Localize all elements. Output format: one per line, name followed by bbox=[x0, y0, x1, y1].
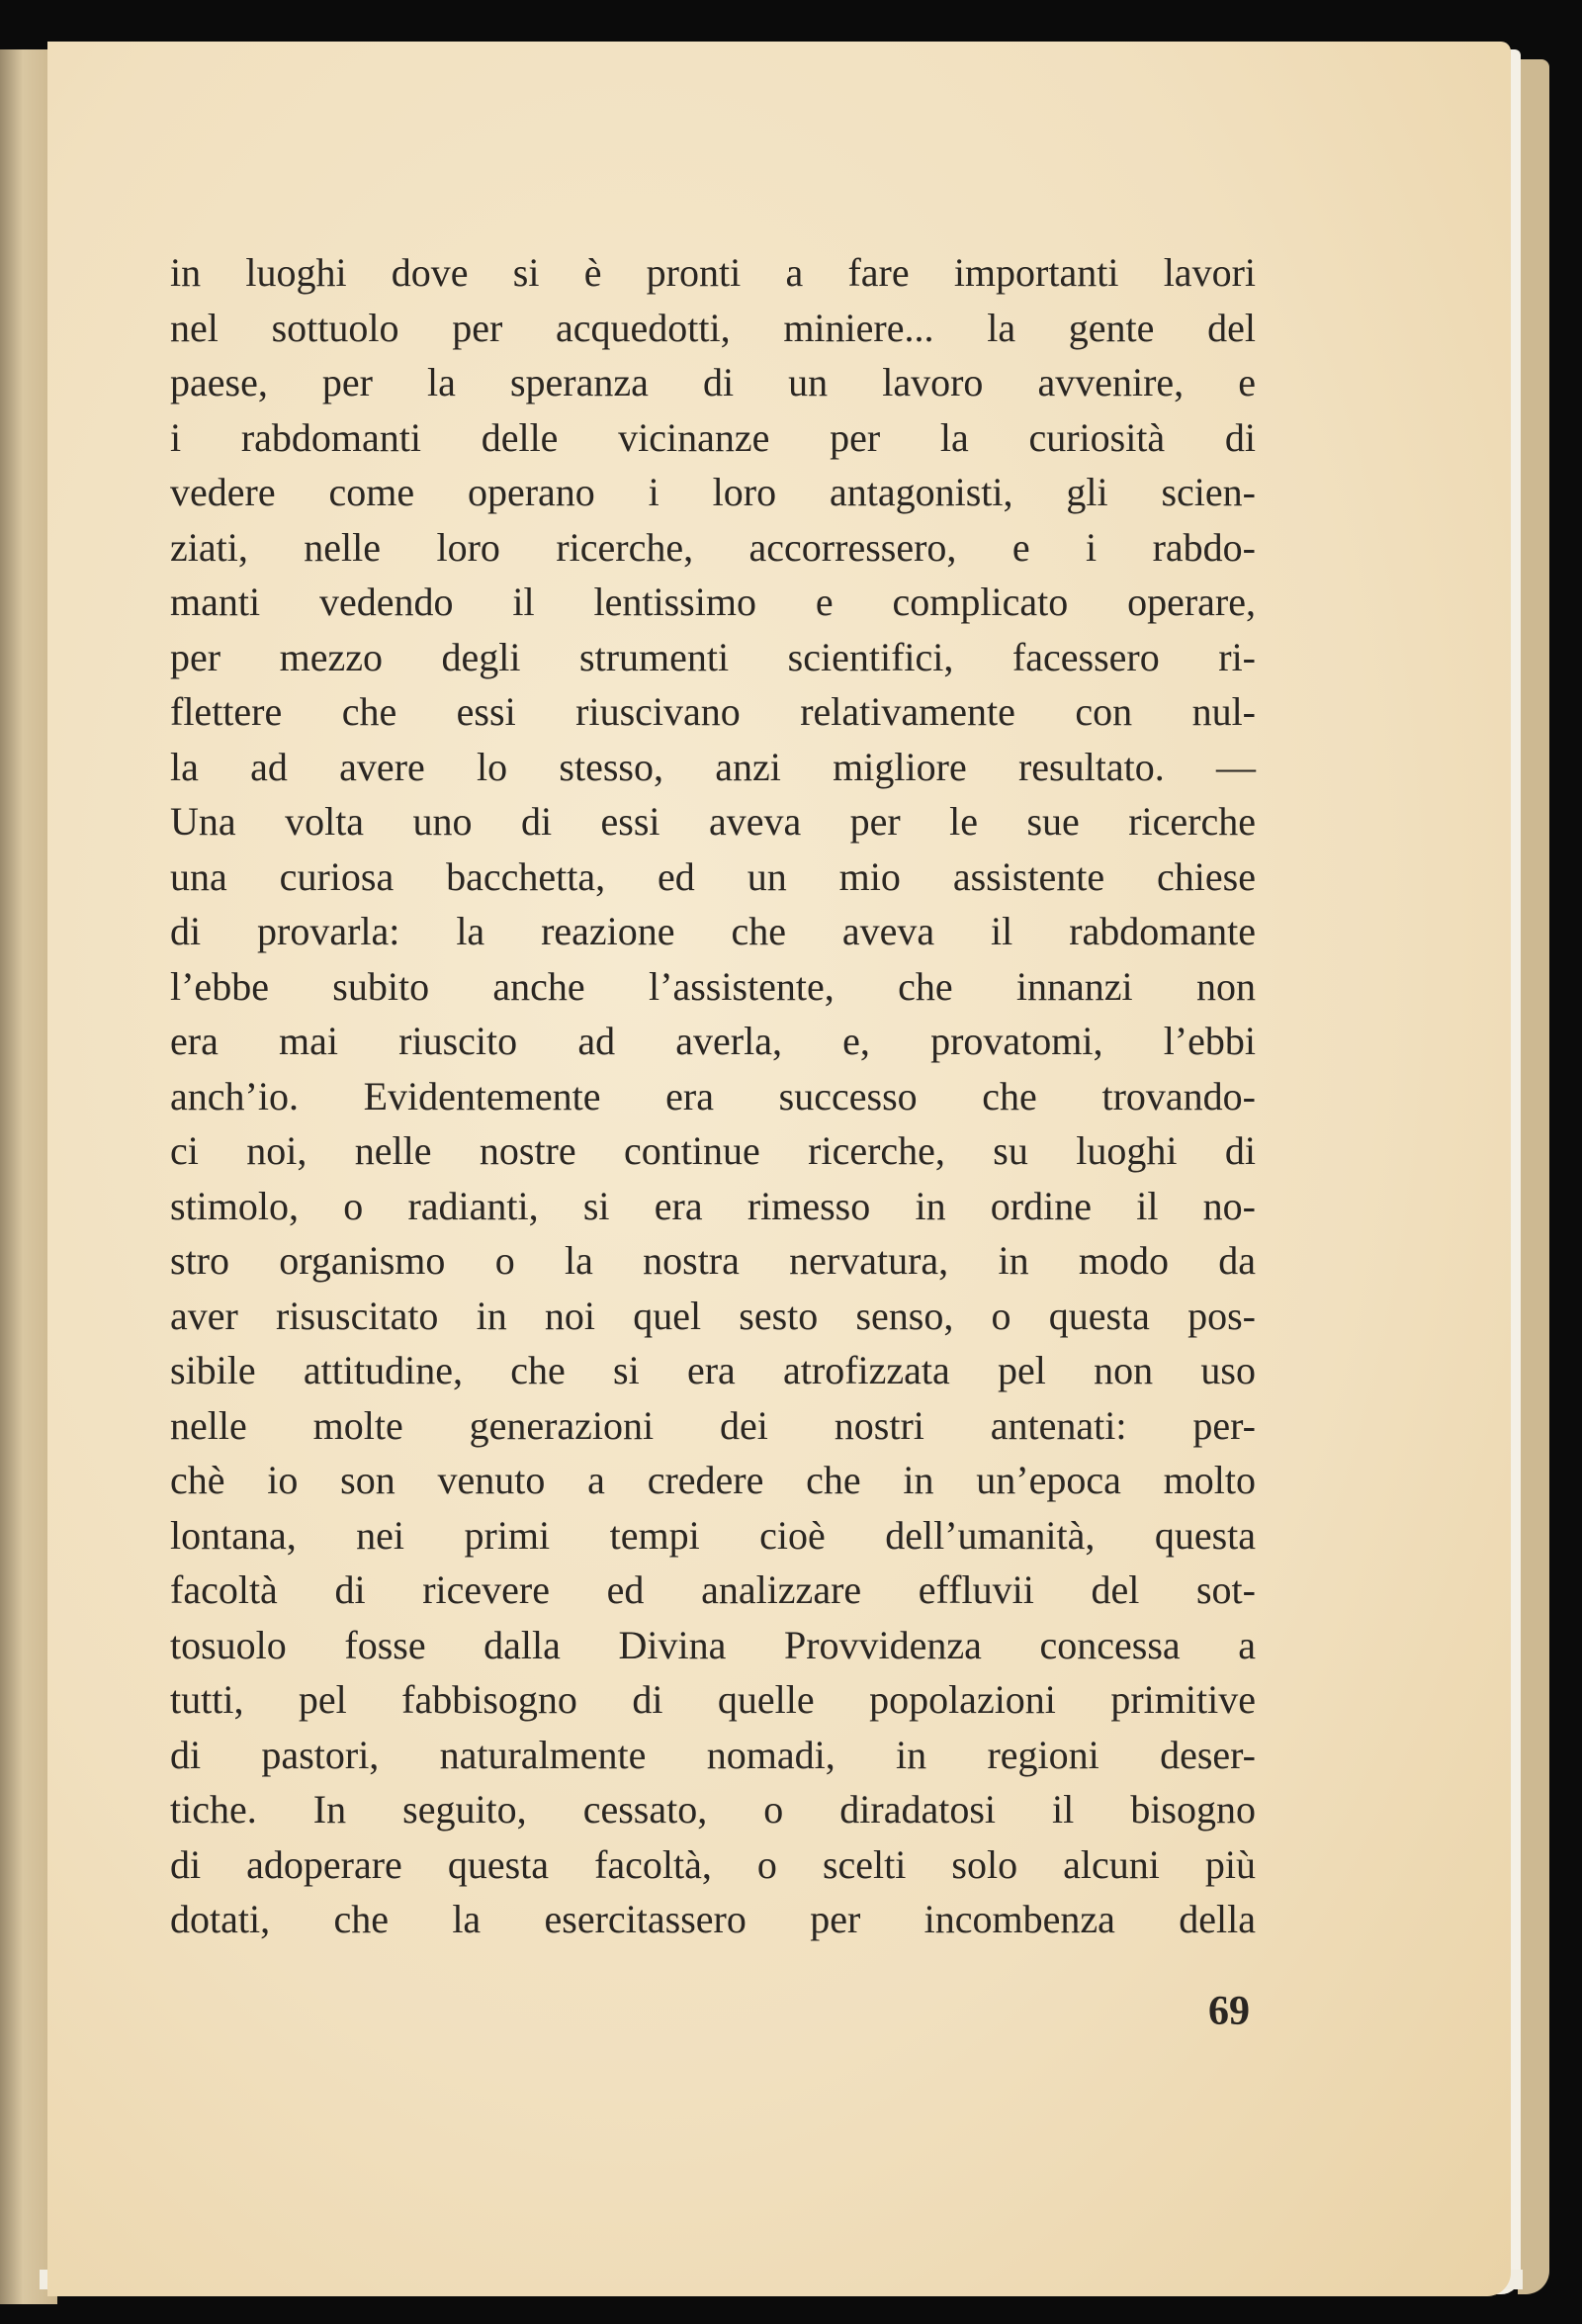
text-line-content: paese, per la speranza di un lavoro avvenire, e bbox=[170, 360, 1256, 404]
text-line bbox=[170, 465, 1256, 520]
text-line-content: stimolo, o radianti, si era rimesso in ordine il no- bbox=[170, 1183, 1256, 1228]
page-number: 69 bbox=[1208, 1989, 1250, 2034]
text-line-content: facoltà di ricevere ed analizzare effluvii del sot- bbox=[170, 1567, 1256, 1612]
body-text bbox=[170, 245, 1256, 1947]
text-line-content: di provarla: la reazione che aveva il rabdomante bbox=[170, 909, 1256, 953]
text-line-content: Una volta uno di essi aveva per le sue ricerche bbox=[170, 799, 1256, 844]
text-line bbox=[170, 794, 1256, 849]
text-line-content: vedere come operano i loro antagonisti, gli scien- bbox=[170, 470, 1256, 514]
text-line bbox=[170, 1728, 1256, 1783]
text-line-content: tosuolo fosse dalla Divina Provvidenza concessa a bbox=[170, 1622, 1256, 1667]
text-line bbox=[170, 1233, 1256, 1289]
text-line bbox=[170, 410, 1256, 466]
text-line-content: di adoperare questa facoltà, o scelti solo alcuni più bbox=[170, 1841, 1256, 1887]
text-line bbox=[170, 301, 1256, 356]
text-line bbox=[170, 1123, 1256, 1179]
text-line bbox=[170, 1618, 1256, 1673]
text-line-content: nel sottuolo per acquedotti, miniere... la gente del bbox=[170, 305, 1256, 350]
text-line bbox=[170, 684, 1256, 740]
text-line-content: aver risuscitato in noi quel sesto senso, o questa pos- bbox=[170, 1293, 1256, 1338]
text-line bbox=[170, 630, 1256, 685]
text-line bbox=[170, 904, 1256, 959]
text-line-content: chè io son venuto a credere che in un’epoca molto bbox=[170, 1458, 1256, 1502]
text-line-content: la ad avere lo stesso, anzi migliore resultato. — bbox=[170, 744, 1256, 789]
text-line bbox=[170, 849, 1256, 905]
text-line bbox=[170, 1782, 1256, 1837]
text-line bbox=[170, 1453, 1256, 1508]
text-line bbox=[170, 959, 1256, 1015]
text-line bbox=[170, 1508, 1256, 1564]
text-line-content: flettere che essi riuscivano relativamente con nul- bbox=[170, 689, 1256, 734]
text-line bbox=[170, 740, 1256, 795]
text-line bbox=[170, 1014, 1256, 1069]
text-line bbox=[170, 1289, 1256, 1344]
text-line bbox=[170, 245, 1256, 301]
text-line bbox=[170, 1343, 1256, 1398]
text-line-content: i rabdomanti delle vicinanze per la curiosità di bbox=[170, 414, 1256, 460]
text-line bbox=[170, 520, 1256, 576]
text-line-content: sibile attitudine, che si era atrofizzata pel non uso bbox=[170, 1348, 1256, 1392]
text-line bbox=[170, 1672, 1256, 1728]
text-line bbox=[170, 1563, 1256, 1618]
text-line bbox=[170, 575, 1256, 630]
text-line-content: nelle molte generazioni dei nostri antenati: per- bbox=[170, 1402, 1256, 1448]
text-line-content: ci noi, nelle nostre continue ricerche, su luoghi di bbox=[170, 1128, 1256, 1173]
text-line-content: stro organismo o la nostra nervatura, in modo da bbox=[170, 1238, 1256, 1283]
text-line bbox=[170, 1398, 1256, 1454]
text-line-content: l’ebbe subito anche l’assistente, che innanzi non bbox=[170, 963, 1256, 1009]
text-line-content: ziati, nelle loro ricerche, accorressero, e i rabdo- bbox=[170, 524, 1256, 570]
book-cover-edge bbox=[1518, 59, 1549, 2294]
text-line-content: in luoghi dove si è pronti a fare importanti lavori bbox=[170, 250, 1256, 295]
text-line bbox=[170, 355, 1256, 410]
text-line-content: tiche. In seguito, cessato, o diradatosi il bisogno bbox=[170, 1787, 1256, 1832]
text-line bbox=[170, 1837, 1256, 1893]
text-line-content: dotati, che la esercitassero per incombenza della bbox=[170, 1897, 1256, 1941]
text-line-content: una curiosa bacchetta, ed un mio assistente chiese bbox=[170, 853, 1256, 899]
text-line-content: lontana, nei primi tempi cioè dell’umanità, questa bbox=[170, 1512, 1256, 1558]
text-line bbox=[170, 1069, 1256, 1124]
text-line bbox=[170, 1179, 1256, 1234]
text-line bbox=[170, 1892, 1256, 1947]
text-line-content: anch’io. Evidentemente era successo che trovando- bbox=[170, 1073, 1256, 1118]
text-line-content: di pastori, naturalmente nomadi, in regioni deser- bbox=[170, 1732, 1256, 1777]
text-line-content: manti vedendo il lentissimo e complicato operare, bbox=[170, 580, 1256, 624]
text-line-content: era mai riuscito ad averla, e, provatomi, l’ebbi bbox=[170, 1019, 1256, 1063]
text-line-content: tutti, pel fabbisogno di quelle popolazioni primitive bbox=[170, 1677, 1256, 1722]
text-line-content: per mezzo degli strumenti scientifici, facessero ri- bbox=[170, 634, 1256, 679]
